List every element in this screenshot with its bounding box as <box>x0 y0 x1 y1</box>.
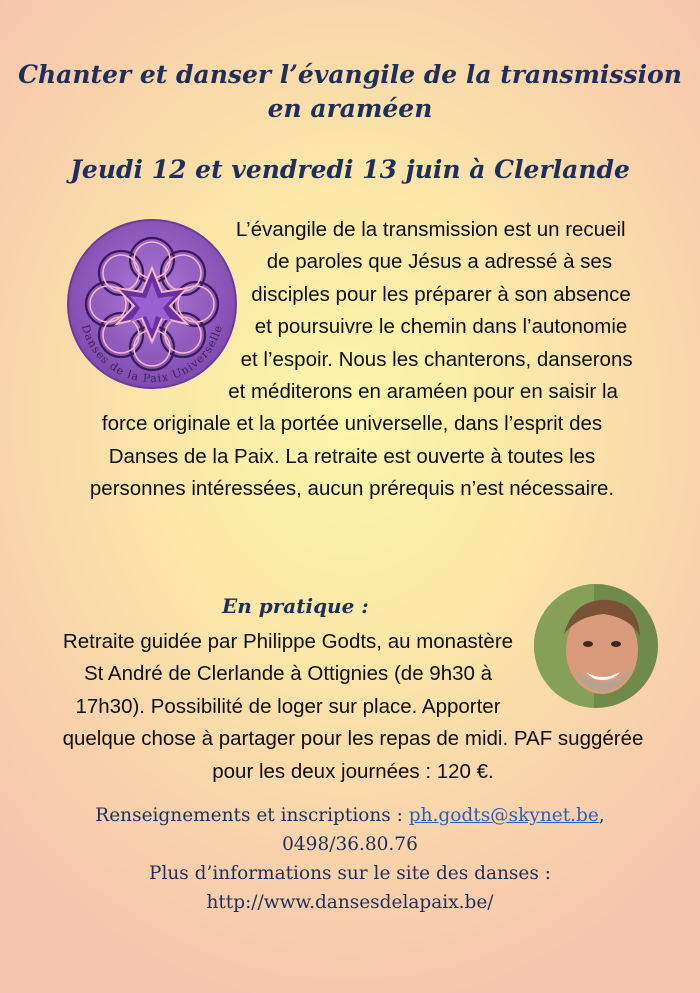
photo-spacer <box>518 626 648 722</box>
contact-label: Renseignements et inscriptions : <box>95 805 409 826</box>
event-dates: Jeudi 12 et vendredi 13 juin à Clerlande <box>70 155 630 184</box>
contact-line: Renseignements et inscriptions : ph.godts@skynet.be, <box>95 805 605 826</box>
pratique-text: Retraite guidée par Philippe Godts, au monastère St André de Clerlande à Ottignies (de 9h30 à 17h30). Possibilité de loger sur place. Apporter quelque chose à partager pour les repas de midi. PAF suggérée pour les deux journées : 120 €. <box>62 630 644 783</box>
email-link[interactable]: ph.godts@skynet.be <box>408 805 599 826</box>
intro-text: L’évangile de la transmission est un recueil de paroles que Jésus a adressé à ses disciples pour les préparer à son absence et poursuivre le chemin dans l’autonomie et l’espoir. Nous les chanterons, danserons et méditerons en araméen pour en saisir la force originale et la portée universelle, dans l’esprit des Danses de la Paix. La retraite est ouverte à toutes les personnes intéressées, aucun prérequis n’est nécessaire. <box>89 218 633 501</box>
pratique-paragraph <box>58 626 648 788</box>
contact-block <box>0 801 700 917</box>
intro-paragraph <box>66 214 638 506</box>
more-info-text: Plus d’informations sur le site des danses : <box>149 863 551 884</box>
logo-caption: Danses de la Paix Universelle <box>78 322 226 386</box>
page-title: Chanter et danser l’évangile de la transmission en araméen <box>18 60 682 123</box>
website-url: http://www.dansesdelapaix.be/ <box>206 892 494 913</box>
logo-spacer <box>66 214 244 394</box>
phone-number: 0498/36.80.76 <box>282 834 418 855</box>
pratique-heading: En pratique : <box>222 594 369 618</box>
